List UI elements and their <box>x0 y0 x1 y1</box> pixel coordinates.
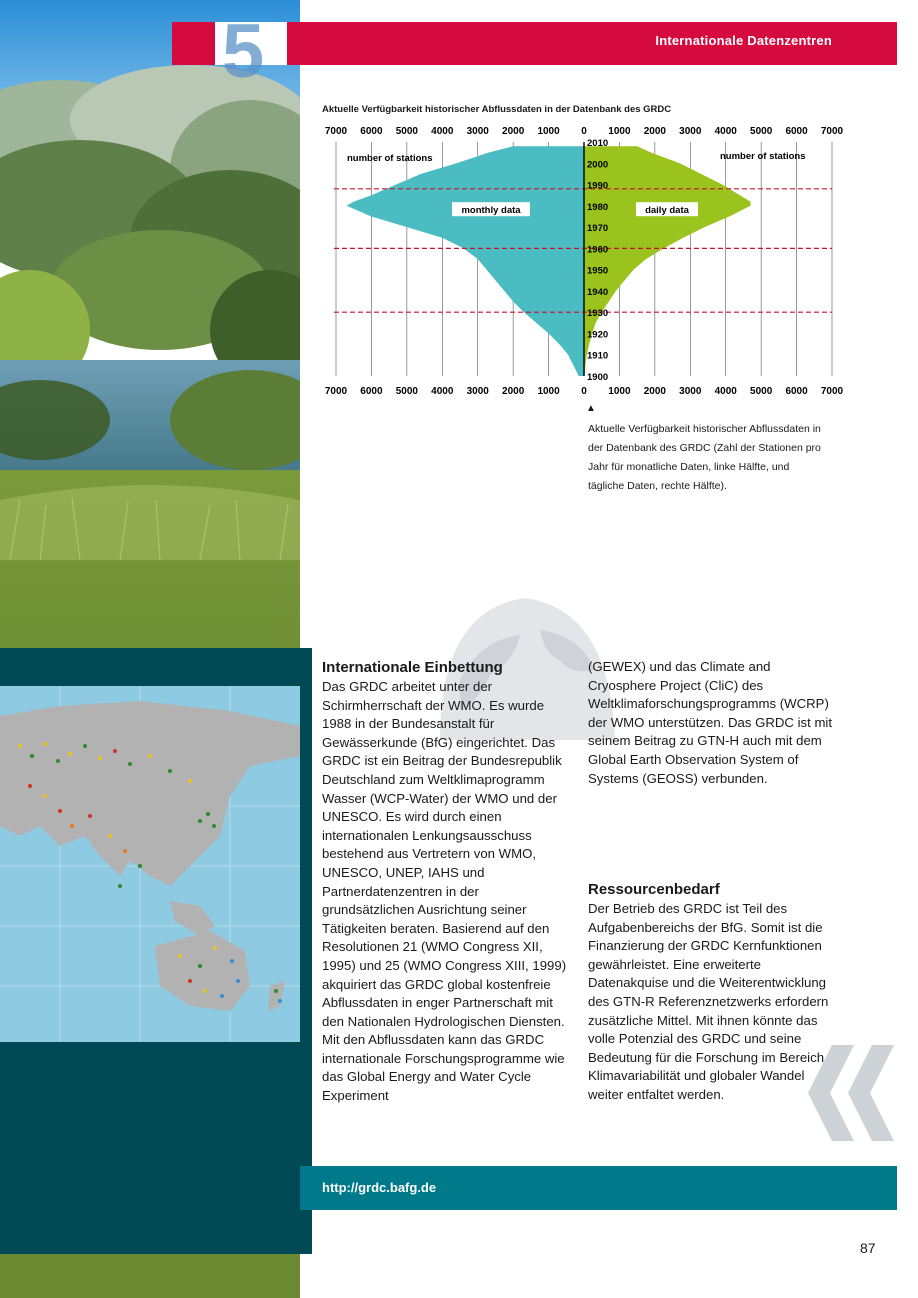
y-tick-label: 2000 <box>587 159 609 171</box>
x-tick-label: 2000 <box>502 386 525 397</box>
x-tick-label: 7000 <box>820 386 844 397</box>
x-tick-label: 3000 <box>679 126 702 137</box>
page-number: 87 <box>860 1240 876 1256</box>
section-einbettung-col1 <box>322 658 567 1106</box>
einbettung-text-1: Das GRDC arbeitet unter der Schirmherrschaft der WMO. Es wurde 1988 in der Bundesanstalt für Gewässerkunde (BfG) eingerichtet. Das GRDC ist ein Beitrag der Bundesrepublik Deutschland zum Weltklimaprogramm Wasser (WCP-Water) der WMO und der UNESCO. Es wird durch einen internationalen Lenkungsausschuss bestehend aus Vertretern von WMO, UNESCO, UNEP, IAHS und Partnerdatenzentren in der grundsätzlichen Ausrichtung seiner Tätigkeiten beraten. Basierend auf den Resolutionen 21 (WMO Congress XII, 1995) und 25 (WMO Congress XIII, 1999) akquiriert das GRDC global kostenfreie Abflussdaten in enger Partnerschaft mit den Nationalen Hydrologischen Diensten. Mit den Abflussdaten kann das GRDC internationale Forschungsprogramme wie das Global Energy and Water Cycle Experiment <box>322 679 567 1104</box>
x-tick-label: 1000 <box>608 386 631 397</box>
x-tick-label: 5000 <box>395 386 418 397</box>
x-tick-label: 4000 <box>431 386 454 397</box>
y-tick-label: 1940 <box>587 286 609 298</box>
website-link[interactable]: http://grdc.bafg.de <box>322 1180 437 1195</box>
x-tick-label: 1000 <box>537 386 560 397</box>
x-tick-label: 0 <box>581 386 587 397</box>
section-einbettung-col2 <box>588 658 833 788</box>
x-tick-label: 5000 <box>750 126 773 137</box>
x-tick-label: 5000 <box>750 386 773 397</box>
y-tick-label: 1920 <box>587 329 609 341</box>
ressourcen-heading: Ressourcenbedarf <box>588 881 720 898</box>
right-axis-label: number of stations <box>720 151 806 162</box>
x-tick-label: 4000 <box>714 126 737 137</box>
y-tick-label: 1960 <box>587 244 609 256</box>
einbettung-text-2: (GEWEX) und das Climate and Cryosphere Project (CliC) des Weltklimaforschungsprogramms (WCRP) der WMO unterstützen. Das GRDC ist mit seinem Beitrag zu GTN-H auch mit dem Global Earth Observation System of Systems (GEOSS) verbunden. <box>588 659 833 786</box>
x-tick-label: 7000 <box>324 126 348 137</box>
left-axis-label: number of stations <box>347 153 433 164</box>
figure-title: Aktuelle Verfügbarkeit historischer Abflussdaten in der Datenbank des GRDC <box>322 104 672 115</box>
x-tick-label: 3000 <box>466 386 489 397</box>
x-tick-label: 6000 <box>360 126 383 137</box>
einbettung-heading: Internationale Einbettung <box>322 659 503 676</box>
x-tick-label: 4000 <box>714 386 737 397</box>
x-tick-label: 5000 <box>395 126 418 137</box>
y-tick-label: 1910 <box>587 350 609 362</box>
section-ressourcen <box>588 880 833 1105</box>
ressourcen-text: Der Betrieb des GRDC ist Teil des Aufgabenbereichs der BfG. Somit ist die Finanzierung der GRDC Kernfunktionen gewährleistet. Eine erweiterte Datenakquise und die Weiterentwicklung des GTN-R Referenznetzwerks erfordern zusätzliche Mittel. Mit ihnen könnte das volle Potenzial des GRDC und seine Bedeutung für die Forschung im Bereich Klimavariabilität und globaler Wandel weiter entfaltet werden. <box>588 901 829 1102</box>
station-world-map <box>0 686 300 1042</box>
x-tick-label: 7000 <box>324 386 348 397</box>
x-tick-label: 3000 <box>679 386 702 397</box>
x-tick-label: 2000 <box>643 386 666 397</box>
y-tick-label: 2010 <box>587 138 609 149</box>
section-title: Internationale Datenzentren <box>655 33 832 48</box>
x-tick-label: 6000 <box>785 386 808 397</box>
x-tick-label: 1000 <box>608 126 631 137</box>
y-tick-label: 1970 <box>587 223 609 235</box>
x-tick-label: 0 <box>581 126 587 137</box>
series-label-monthly: monthly data <box>461 205 521 217</box>
x-tick-label: 2000 <box>502 126 525 137</box>
x-tick-label: 6000 <box>360 386 383 397</box>
station-pyramid-chart <box>300 120 860 405</box>
x-tick-label: 6000 <box>785 126 808 137</box>
y-tick-label: 1930 <box>587 308 609 320</box>
y-tick-label: 1990 <box>587 180 609 192</box>
y-tick-label: 1900 <box>587 372 609 383</box>
chapter-number: 5 <box>222 9 265 94</box>
x-tick-label: 7000 <box>820 126 844 137</box>
x-tick-label: 3000 <box>466 126 489 137</box>
y-tick-label: 1980 <box>587 201 609 213</box>
x-tick-label: 2000 <box>643 126 666 137</box>
x-tick-label: 1000 <box>537 126 560 137</box>
caption-marker: ▲ <box>586 403 596 414</box>
y-tick-label: 1950 <box>587 265 609 277</box>
figure-caption: Aktuelle Verfügbarkeit historischer Abflussdaten in der Datenbank des GRDC (Zahl der Stationen pro Jahr für monatliche Daten, linke Hälfte, und tägliche Daten, rechte Hälfte). <box>588 423 821 492</box>
x-tick-label: 4000 <box>431 126 454 137</box>
series-label-daily: daily data <box>645 205 689 217</box>
